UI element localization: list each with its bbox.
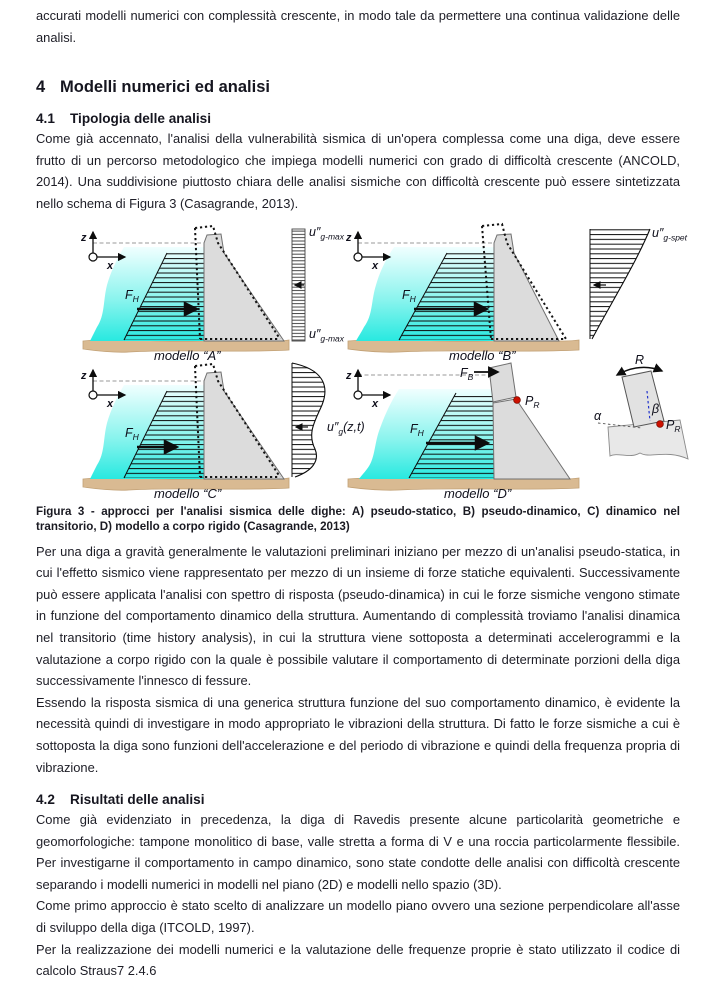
z-axis-label: z	[81, 369, 87, 382]
fh-label: F	[410, 421, 418, 436]
rigid-block-detail	[594, 353, 688, 459]
svg-text:u″g-spet	[652, 226, 688, 243]
pr-detail-subscript: R	[674, 423, 681, 434]
fh-label: F	[125, 287, 133, 302]
section-4-heading	[36, 78, 680, 97]
paragraph-pseudo-static: Per una diga a gravità generalmente le valutazioni preliminari iniziano per mezzo di un'analisi pseudo-statica, in cui l'effetto sismico viene rappresentato per mezzo di un insieme di forze statiche equivalenti. Successivamente può essere applicata l'analisi con spettro di risposta (pseudo-dinamica) in cui le forze sismiche vengono stimate in funzione del comportamento dinamico della struttura. Aumentando di complessità troviamo l'analisi dinamica nel transitorio (time history analysis), in cui la struttura viene sottoposta a determinati accelerogrammi e la valutazione a corpo rigido con la quale è possibile valutare il comportamento di determinate porzioni della diga successivamente l'innesco di fessure.	[36, 543, 680, 689]
paragraph-essendo: Essendo la risposta sismica di una generica struttura funzione del suo comportamento dinamico, è evidente la necessità quindi di investigare in modo appropriato le vibrazioni della struttura. Di fatto le forze sismiche a cui è sottoposta la diga sono funzioni dell'accelerazione e del periodo di vibrazione e quindi della frequenza propria di vibrazione.	[36, 694, 680, 775]
dam-lower-body	[493, 399, 570, 479]
model-c-diagram	[80, 363, 365, 501]
u-gmax-bottom-label: u″	[309, 326, 321, 341]
fh-subscript: H	[417, 427, 424, 438]
spectral-displacement-distribution	[590, 229, 650, 339]
section-4-1-heading	[36, 111, 680, 126]
fb-subscript: B	[467, 371, 474, 382]
section-4-2-paragraph-1: Come già evidenziato in precedenza, la diga di Ravedis presente alcune particolarità geometriche e geomorfologiche: tampone monolitico di base, valle stretta a forma di V e una roccia particolarmente flessibile. Per investigarne il comportamento in campo dinamico, sono state condotte delle analisi con difficoltà crescente separando i modelli numerici in modelli nel piano (2D) e modelli nello spazio (3D).	[36, 812, 680, 892]
svg-text:u″g-max	[309, 225, 345, 242]
alpha-label: α	[594, 408, 602, 423]
figure-3-diagram	[54, 221, 694, 501]
pr-subscript: R	[533, 399, 540, 410]
model-a-label: modello “A”	[154, 347, 221, 363]
svg-text:u″g-max	[309, 327, 345, 344]
rotation-point	[657, 420, 664, 427]
x-axis-label: x	[107, 397, 114, 410]
section-4-title: Modelli numerici ed analisi	[60, 78, 270, 97]
pr-label: P	[525, 393, 534, 408]
x-axis-label: x	[372, 259, 379, 272]
section-4-2-heading	[36, 792, 680, 807]
model-c-label: modello “C”	[154, 485, 222, 501]
fh-subscript: H	[409, 293, 416, 304]
tilted-block	[622, 371, 664, 427]
pr-detail-label: P	[666, 417, 675, 432]
section-4-2-number: 4.2	[36, 792, 55, 808]
section-4-1-number: 4.1	[36, 111, 55, 127]
dam-body	[204, 372, 284, 479]
u-gspet-label: u″	[652, 225, 664, 240]
u-gspet-subscript: g-spet	[663, 232, 688, 243]
fh-label: F	[402, 287, 410, 302]
model-d-diagram	[345, 353, 688, 501]
transient-mode-shape-distribution	[292, 363, 325, 477]
axes-icon	[345, 370, 390, 410]
beta-label: β	[652, 401, 660, 416]
x-axis-label: x	[372, 397, 379, 410]
section-4-1-title: Tipologia delle analisi	[70, 111, 212, 127]
z-axis-label: z	[346, 231, 352, 244]
section-4-number: 4	[36, 78, 46, 97]
u-zt-args: (z,t)	[343, 419, 365, 434]
u-zt-label: u″	[327, 419, 339, 434]
svg-text:FB	[460, 366, 474, 382]
z-axis-label: z	[81, 231, 87, 244]
model-b-diagram	[345, 224, 688, 363]
model-b-label: modello “B”	[449, 347, 516, 363]
u-gmax-top-label: u″	[309, 224, 321, 239]
fh-subscript: H	[132, 431, 139, 442]
dam-crest-block	[489, 363, 516, 402]
svg-text:u″g(z,t)	[327, 420, 365, 437]
fh-subscript: H	[132, 293, 139, 304]
section-4-2-paragraph-2: Come primo approccio è stato scelto di analizzare un modello piano ovvero una sezione perpendicolare all'asse di sviluppo della diga (ITCOLD, 1997).	[36, 898, 680, 936]
figure-3-caption: Figura 3 - approcci per l'analisi sismica delle dighe: A) pseudo-statico, B) pseudo-dinamico, C) dinamico nel transitorio, D) modello a corpo rigido (Casagrande, 2013)	[36, 504, 680, 534]
figure-3	[54, 221, 688, 501]
section-4-1-paragraph: Come già accennato, l'analisi della vulnerabilità sismica di un'opera complessa come una diga, deve essere frutto di un percorso metodologico che impiega modelli numerici con grado di difficoltà crescente (ANCOLD, 2014). Una suddivisione piuttosto chiara delle analisi sismiche con difficoltà crescente può essere sintetizzata nello schema di Figura 3 (Casagrande, 2013).	[36, 131, 680, 211]
fb-label: F	[460, 365, 468, 380]
section-4-2-title: Risultati delle analisi	[70, 792, 205, 808]
z-axis-label: z	[346, 369, 352, 382]
rotation-point	[514, 396, 521, 403]
u-zt-subscript: g	[338, 426, 344, 437]
model-a-diagram	[80, 225, 345, 363]
u-gmax-bottom-subscript: g-max	[320, 333, 345, 344]
dam-body	[204, 234, 284, 341]
rotation-label: R	[635, 352, 645, 367]
intro-paragraph: accurati modelli numerici con complessità crescente, in modo tale da permettere una continua validazione delle analisi.	[36, 8, 680, 45]
dam-body	[494, 234, 559, 341]
model-d-label: modello “D”	[444, 485, 512, 501]
x-axis-label: x	[107, 259, 114, 272]
svg-text:PR	[525, 394, 539, 410]
section-4-2-paragraph-3: Per la realizzazione dei modelli numerici e la valutazione delle frequenze proprie è stato utilizzato il codice di calcolo Straus7 2.4.6	[36, 941, 680, 979]
fh-label: F	[125, 425, 133, 440]
u-gmax-top-subscript: g-max	[320, 231, 345, 242]
